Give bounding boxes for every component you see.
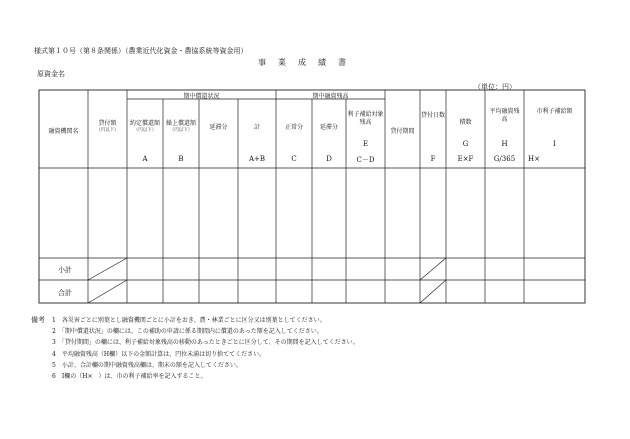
note-text: I欄の（H× ）は、市の利子補給率を記入すること。 [61,373,207,381]
note-number: 2 [52,328,56,336]
mark-c-minus-d: C－D [356,156,375,164]
note-item [52,371,359,382]
col-header-overdue-2: 延滞分 [319,124,338,131]
note-item [52,337,359,348]
col-header-loan-org: 融資機関名 [48,128,79,135]
col-header-scheduled: 約定償還額 [129,120,160,127]
mark-g-over-365: G/365 [493,155,516,163]
note-text: 平均融資残高（H欄）以下の金額計算は、円位未満は切り捨ててください。 [61,350,266,358]
col-header-loan-amount: 貸付額 [98,120,117,127]
mark-b: B [178,155,184,163]
mark-e: E [362,140,369,148]
note-number: 6 [52,373,56,381]
col-header-early: 繰上償還額 [165,120,196,127]
col-header-overdue-1: 延滞分 [209,124,228,131]
mark-g: G [462,140,469,148]
col-header-scheduled-sub: （円以下） [133,128,157,133]
note-item [52,349,359,360]
col-header-accum: 積数 [459,119,472,126]
col-header-city-subsidy: 市利子補給額 [536,108,573,115]
col-header-period: 貸付期間 [390,128,415,135]
col-header-early-sub: （円以下） [169,128,193,133]
group-header-repay: 期中償還状況 [183,93,220,100]
unit-label: （単位：円） [474,83,516,91]
note-text: 「貸付期間」の欄には、利子補給対象残高の移動のあったときごとに区分して、その期間を記入してください。 [61,339,359,347]
note-number: 3 [52,339,56,347]
mark-d: D [326,155,332,163]
note-item [52,360,359,371]
col-header-days: 貸付日数 [420,112,445,119]
form-id: 様式第１０号（第８条関係）（農業近代化資金・農協系統等資金用） [34,47,248,55]
note-number: 4 [52,350,56,358]
col-header-normal: 正常分 [284,124,303,131]
mark-c: C [291,155,297,163]
col-header-total: 計 [253,124,260,131]
mark-a: A [142,155,148,163]
note-item [52,315,359,326]
row-label-subtotal: 小計 [58,266,72,274]
mark-i: I [553,140,556,148]
note-text: 各災害ごとに別葉とし融資機関ごとに小計をおき、農・林業ごとに区分又は別葉としてください。 [61,317,326,324]
note-text: 「期中償還状況」の欄には、この補助の申請に係る期間内に償還のあった額を記入してください。 [61,328,323,336]
notes-label: 備考 [31,316,45,324]
note-text: 小計、合計欄の期中融資残高欄は、期末の額を記入してください。 [61,361,242,369]
mark-h-times: H× [528,155,540,163]
mark-e-times-f: E×F [457,155,474,163]
col-header-avg-balance: 平均融資残高 [489,108,520,123]
row-label-total: 合計 [58,289,72,297]
col-header-subsidy-target: 利子補給対象残高 [347,111,384,126]
mark-f: F [430,155,436,163]
note-item [52,326,359,337]
mark-a-plus-b: A+B [248,155,266,163]
page-title: 事 業 成 績 書 [258,58,348,67]
col-header-loan-amount-sub: （円以下） [96,128,119,133]
group-header-balance: 期中融資残高 [312,93,349,100]
notes-list [52,315,359,382]
mark-h: H [501,140,508,148]
note-number: 5 [52,361,56,369]
note-number: 1 [52,317,56,324]
fund-name-label: 原資金名 [37,70,65,78]
